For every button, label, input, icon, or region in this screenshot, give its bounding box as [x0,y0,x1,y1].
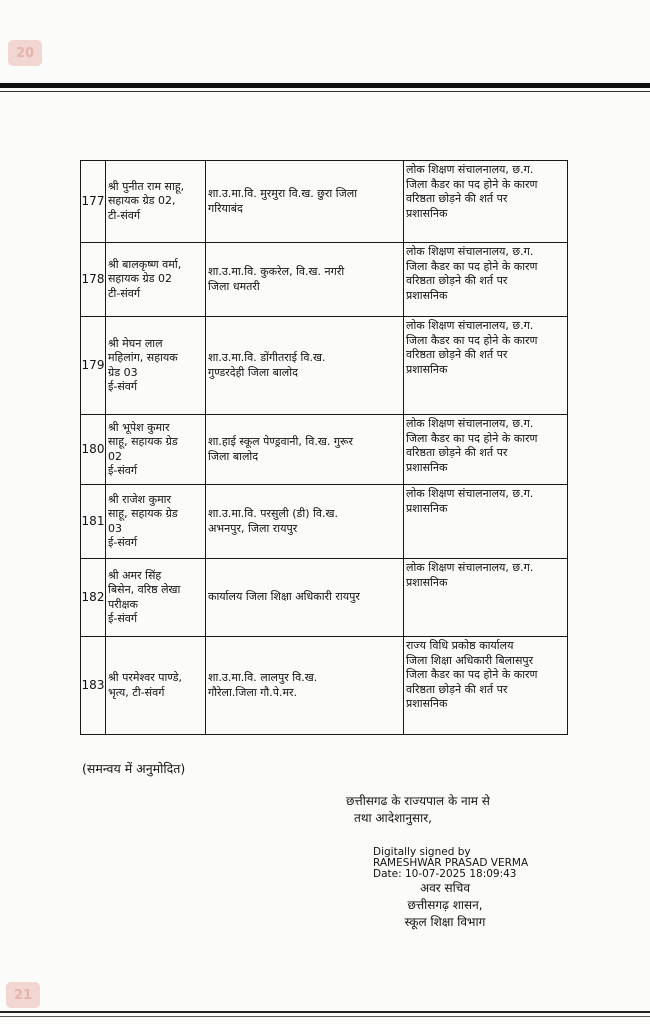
signature-order-text [346,793,490,827]
name-line: श्री परमेश्वर पाण्डे, [108,671,182,684]
transfer-table [80,160,568,735]
remark-cell [404,637,568,735]
employee-name-cell [106,559,206,637]
name-line: सहायक ग्रेड 02 [108,272,173,286]
remark-line: जिला कैडर का पद होने के कारण [406,431,538,445]
name-line: श्री बालकृष्ण वर्मा, [108,257,182,271]
office-line: कार्यालय जिला शिक्षा अधिकारी रायपुर [208,590,360,604]
office-line: शा.उ.मा.वि. कुकरेल, वि.ख. नगरी [208,265,345,278]
name-line: ई-संवर्ग [108,612,138,625]
remark-line: प्रशासनिक [406,206,448,220]
remark-line: लोक शिक्षण संचालनालय, छ.ग. [406,245,534,258]
signature-line-1: छत्तीसगढ के राज्यपाल के नाम से [346,794,490,808]
serial-number: 183 [81,637,106,735]
table-row [81,317,568,415]
table-row [81,559,568,637]
name-line: साहू, सहायक ग्रेड [108,507,178,520]
header-rule-thin [0,91,650,92]
table-row [81,415,568,485]
remark-cell [404,559,568,637]
government: छत्तीसगढ़ शासन, [407,898,483,912]
remark-line: लोक शिक्षण संचालनालय, छ.ग. [406,487,534,500]
name-line: श्री भूपेश कुमार [108,420,170,434]
remark-line: वरिष्ठता छोड़ने की शर्त पर [406,446,508,459]
name-line: ई-संवर्ग [108,380,138,393]
designation: अवर सचिव [419,881,471,895]
employee-name-cell [106,415,206,485]
name-line: ई-संवर्ग [108,464,138,477]
remark-cell [404,161,568,243]
name-line: 02 [108,449,122,463]
serial-number: 178 [81,243,106,317]
digital-signature-label: Digitally signed by [373,846,471,858]
remark-cell [404,317,568,415]
remark-line: प्रशासनिक [406,501,448,515]
name-line: साहू, सहायक ग्रेड [108,435,178,448]
office-line: जिला बालोद [208,449,259,463]
serial-number: 177 [81,161,106,243]
posting-office-cell [206,485,404,559]
name-line: श्री राजेश कुमार [108,492,171,506]
approval-note: (समन्वय में अनुमोदित) [82,761,186,776]
remark-line: जिला शिक्षा अधिकारी बिलासपुर [406,653,534,667]
office-line: गुण्डरदेही जिला बालोद [208,365,298,379]
serial-number: 180 [81,415,106,485]
page-number-stamp-bottom: 21 [6,982,40,1008]
name-line: ई-संवर्ग [108,536,138,549]
table-row [81,485,568,559]
office-line: शा.उ.मा.वि. मुरमुरा वि.ख. छुरा जिला [208,187,358,200]
remark-line: राज्य विधि प्रकोष्ठ कार्यालय [406,639,514,652]
remark-line: प्रशासनिक [406,362,448,376]
serial-number: 182 [81,559,106,637]
remark-line: प्रशासनिक [406,460,448,474]
employee-name-cell [106,317,206,415]
remark-line: लोक शिक्षण संचालनालय, छ.ग. [406,417,534,430]
remark-cell [404,243,568,317]
name-line: 03 [108,521,122,535]
name-line: श्री अमर सिंह [108,568,162,582]
remark-cell [404,415,568,485]
office-line: शा.उ.मा.वि. परसुली (डी) वि.ख. [208,507,338,520]
remark-line: जिला कैडर का पद होने के कारण [406,259,538,273]
name-line: भृत्य, टी-संवर्ग [108,685,165,699]
digital-signature-date: Date: 10-07-2025 18:09:43 [373,868,517,880]
name-line: श्री पुनीत राम साहू, [108,179,185,193]
remark-line: जिला कैडर का पद होने के कारण [406,177,538,191]
remark-line: लोक शिक्षण संचालनालय, छ.ग. [406,163,534,176]
table-row [81,161,568,243]
table-row [81,243,568,317]
name-line: परीक्षक [108,597,138,611]
posting-office-cell [206,317,404,415]
digital-signature [373,847,528,880]
office-line: गरियाबंद [208,201,243,215]
remark-line: प्रशासनिक [406,697,448,710]
remark-line: वरिष्ठता छोड़ने की शर्त पर [406,192,508,205]
signatory-designation [380,880,510,931]
signature-line-2: तथा आदेशानुसार, [354,811,432,825]
office-line: अभनपुर, जिला रायपुर [208,521,298,535]
serial-number: 181 [81,485,106,559]
remark-line: जिला कैडर का पद होने के कारण [406,668,538,681]
posting-office-cell [206,415,404,485]
name-line: श्री मेघन लाल [108,336,163,350]
remark-line: प्रशासनिक [406,288,448,302]
employee-name-cell [106,637,206,735]
posting-office-cell [206,161,404,243]
employee-name-cell [106,161,206,243]
digital-signature-name: RAMESHWAR PRASAD VERMA [373,857,529,869]
remark-line: प्रशासनिक [406,575,448,589]
name-line: सहायक ग्रेड 02, [108,194,176,208]
office-line: शा.हाई स्कूल पेण्ड्रवानी, वि.ख. गुरूर [208,435,354,448]
name-line: टी-संवर्ग [108,208,141,222]
footer-rule [0,1011,650,1013]
remark-line: जिला कैडर का पद होने के कारण [406,333,538,347]
name-line: बिसेन, वरिष्ठ लेखा [108,583,181,596]
posting-office-cell [206,559,404,637]
footer-rule-thin [0,1016,650,1017]
remark-cell [404,485,568,559]
name-line: महिलांग, सहायक [108,351,178,364]
remark-line: वरिष्ठता छोड़ने की शर्त पर [406,274,508,287]
posting-office-cell [206,243,404,317]
name-line: ग्रेड 03 [108,365,138,379]
remark-line: लोक शिक्षण संचालनालय, छ.ग. [406,319,534,332]
office-line: शा.उ.मा.वि. लालपुर वि.ख. [208,671,318,684]
employee-name-cell [106,485,206,559]
office-line: जिला धमतरी [208,279,260,293]
header-rule [0,83,650,88]
table-row [81,637,568,735]
remark-line: लोक शिक्षण संचालनालय, छ.ग. [406,561,534,574]
employee-name-cell [106,243,206,317]
department: स्कूल शिक्षा विभाग [404,915,486,929]
page-number-stamp-top: 20 [8,40,42,66]
office-line: शा.उ.मा.वि. डोंगीतराई वि.ख. [208,351,326,364]
office-line: गौरेला.जिला गौ.पे.मर. [208,685,298,699]
remark-line: वरिष्ठता छोड़ने की शर्त पर [406,682,508,696]
remark-line: वरिष्ठता छोड़ने की शर्त पर [406,348,508,361]
posting-office-cell [206,637,404,735]
serial-number: 179 [81,317,106,415]
name-line: टी-संवर्ग [108,286,141,300]
